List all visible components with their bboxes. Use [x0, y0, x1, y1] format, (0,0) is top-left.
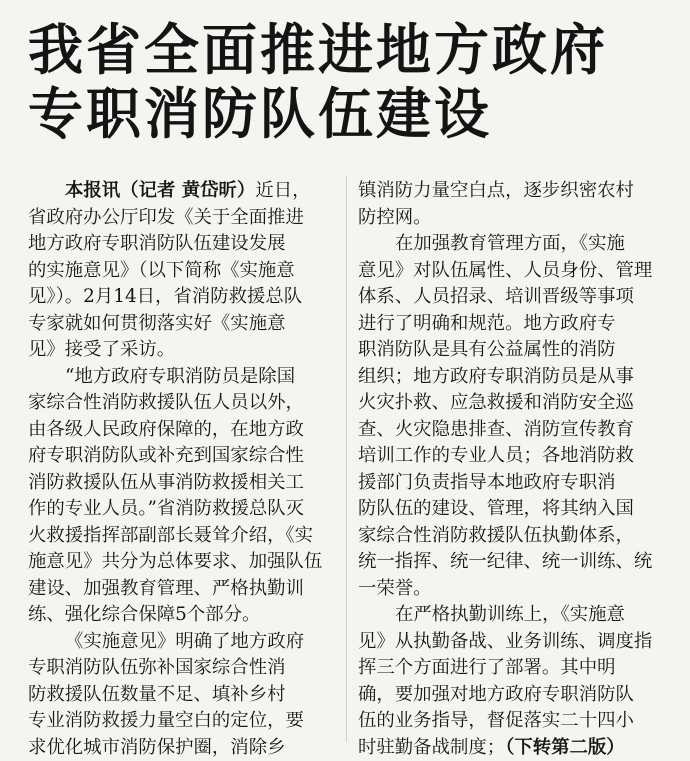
article-line: 统一指挥、统一纪律、统一训练、统 [358, 549, 670, 576]
article-line: 意见》对队伍属性、人员身份、管理 [358, 258, 670, 285]
article-column-right [358, 178, 670, 761]
article-line: 见》）。2月14日，省消防救援总队 [28, 284, 340, 311]
article-line: 练、强化综合保障5个部分。 [28, 602, 340, 629]
article-line: 求优化城市消防保护圈，消除乡 [28, 735, 340, 761]
article-line: 建设、加强教育管理、严格执勤训 [28, 576, 340, 603]
article-line: 援部门负责指导本地政府专职消 [358, 470, 670, 497]
headline [28, 18, 668, 146]
article-line: 火灾扑救、应急救援和消防安全巡 [358, 390, 670, 417]
article-line: 防队伍的建设、管理，将其纳入国 [358, 496, 670, 523]
article-line: 挥三个方面进行了部署。其中明 [358, 655, 670, 682]
article-line [358, 735, 670, 761]
column-divider [346, 176, 347, 742]
continuation-note: （下转第二版） [505, 737, 625, 758]
article-text: 时驻勤备战制度； [358, 737, 505, 758]
article-line: 镇消防力量空白点，逐步织密农村 [358, 178, 670, 205]
article-line: 在严格执勤训练上，《实施意 [358, 602, 670, 629]
article-line: “地方政府专职消防员是除国 [28, 364, 340, 391]
article-line: 防救援队伍数量不足、填补乡村 [28, 682, 340, 709]
article-line: 在加强教育管理方面，《实施 [358, 231, 670, 258]
article-line: 施意见》共分为总体要求、加强队伍 [28, 549, 340, 576]
article-line: 体系、人员招录、培训晋级等事项 [358, 284, 670, 311]
article-line: 家综合性消防救援队伍人员以外， [28, 390, 340, 417]
article-line: 家综合性消防救援队伍执勤体系， [358, 523, 670, 550]
article-line: 培训工作的专业人员；各地消防救 [358, 443, 670, 470]
article-line [28, 178, 340, 205]
article-line: 防控网。 [358, 205, 670, 232]
article-line: 见》从执勤备战、业务训练、调度指 [358, 629, 670, 656]
article-line: 确，要加强对地方政府专职消防队 [358, 682, 670, 709]
article-line: 一荣誉。 [358, 576, 670, 603]
article-line: 《实施意见》明确了地方政府 [28, 629, 340, 656]
article-text: 近日， [255, 180, 310, 201]
article-line: 地方政府专职消防队伍建设发展 [28, 231, 340, 258]
article-line: 的实施意见》（以下简称《实施意 [28, 258, 340, 285]
article-line: 火救援指挥部副部长聂耸介绍，《实 [28, 523, 340, 550]
article-line: 查、火灾隐患排查、消防宣传教育 [358, 417, 670, 444]
article-line: 消防救援队伍从事消防救援相关工 [28, 470, 340, 497]
article-line: 组织；地方政府专职消防员是从事 [358, 364, 670, 391]
article-line: 进行了明确和规范。地方政府专 [358, 311, 670, 338]
article-line: 省政府办公厅印发《关于全面推进 [28, 205, 340, 232]
article-column-left [28, 178, 340, 761]
article-line: 见》接受了采访。 [28, 337, 340, 364]
article-line: 专业消防救援力量空白的定位，要 [28, 708, 340, 735]
article-line: 作的专业人员。”省消防救援总队灭 [28, 496, 340, 523]
headline-line-2: 专职消防队伍建设 [28, 82, 668, 146]
article-line: 府专职消防队或补充到国家综合性 [28, 443, 340, 470]
article-line: 专职消防队伍弥补国家综合性消 [28, 655, 340, 682]
article-line: 由各级人民政府保障的，在地方政 [28, 417, 340, 444]
article-line: 专家就如何贯彻落实好《实施意 [28, 311, 340, 338]
article-line: 职消防队是具有公益属性的消防 [358, 337, 670, 364]
article-line: 伍的业务指导，督促落实二十四小 [358, 708, 670, 735]
headline-line-1: 我省全面推进地方政府 [28, 18, 668, 82]
byline: 本报讯（记者 黄岱昕） [65, 180, 255, 201]
